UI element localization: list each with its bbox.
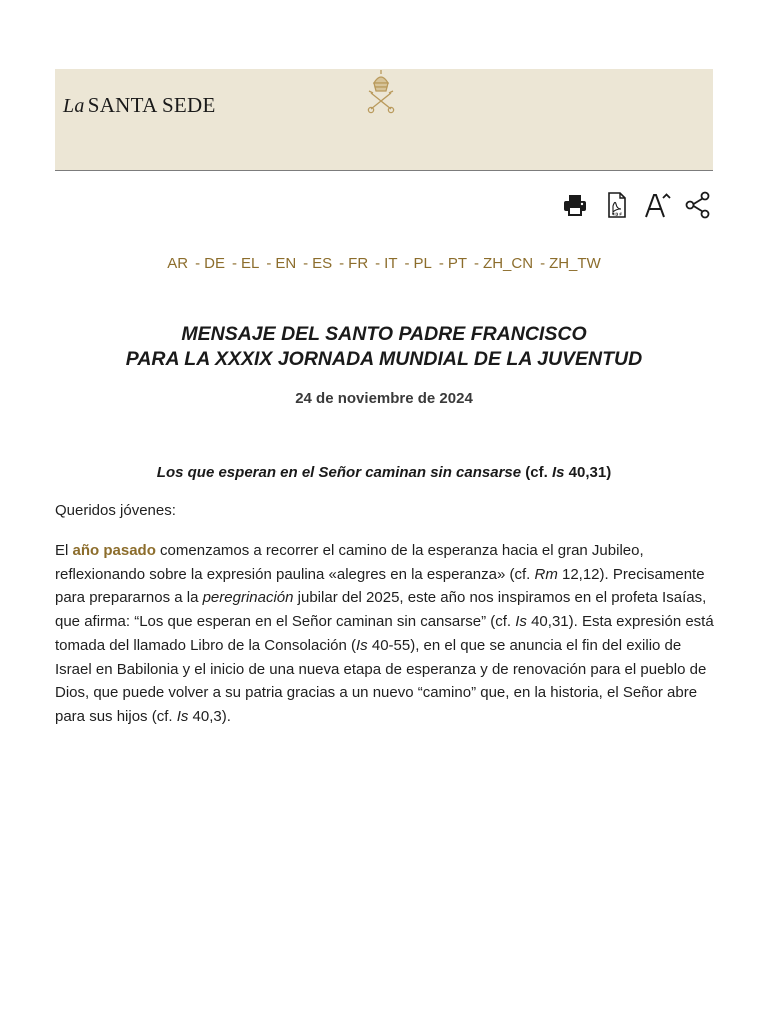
language-link-pl[interactable]: PL [413, 255, 432, 272]
language-link-pt[interactable]: PT [447, 255, 468, 272]
language-link-zh_tw[interactable]: ZH_TW [549, 255, 601, 272]
language-link-el[interactable]: EL [240, 255, 260, 272]
ano-pasado-link[interactable]: año pasado [72, 542, 156, 559]
language-separator: - [375, 255, 381, 272]
title-line-2: PARA LA XXXIX JORNADA MUNDIAL DE LA JUVENTUD [125, 348, 643, 370]
site-header [55, 69, 713, 171]
language-separator: - [474, 255, 480, 272]
document-date: 24 de noviembre de 2024 [295, 390, 473, 407]
logo-prefix: La [63, 95, 85, 117]
toolbar [556, 190, 716, 220]
language-link-fr[interactable]: FR [348, 255, 369, 272]
language-link-zh_cn[interactable]: ZH_CN [483, 255, 534, 272]
papal-keys-emblem-icon [363, 69, 399, 115]
document-subtitle [0, 464, 768, 481]
language-separator: - [404, 255, 410, 272]
font-size-icon[interactable] [642, 190, 672, 220]
document-title [0, 322, 768, 372]
language-link-en[interactable]: EN [275, 255, 297, 272]
subtitle-text: Los que esperan en el Señor caminan sin cansarse [156, 464, 522, 481]
subtitle-reference: (cf. Is 40,31) [521, 464, 612, 481]
greeting: Queridos jóvenes: [55, 502, 176, 519]
print-icon[interactable] [560, 190, 590, 220]
share-icon[interactable] [683, 190, 713, 220]
language-separator: - [195, 255, 201, 272]
language-link-ar[interactable]: AR [167, 255, 189, 272]
logo-text: SANTA SEDE [87, 93, 216, 117]
language-separator: - [339, 255, 345, 272]
language-separator: - [231, 255, 237, 272]
body-paragraph: El año pasado comenzamos a recorrer el camino de la esperanza hacia el gran Jubileo, reflexionando sobre la expresión paulina «alegres en la esperanza» (cf. Rm 12,12). Precisamente para prepararnos a la peregrinación jubilar del 2025, este año nos inspiramos en el profeta Isaías, que afirma: “Los que esperan en el Señor caminan sin cansarse” (cf. Is 40,31). Esta expresión está tomada del llamado Libro de la Consolación (Is 40-55), en el que se anuncia el fin del exilio de Israel en Babilonia y el inicio de una nueva etapa de esperanza y de renovación para el pueblo de Dios, que puede volver a su patria gracias a un nuevo “camino” que, en la historia, el Señor abre para sus hijos (cf. Is 40,3). [55, 542, 714, 725]
site-logo[interactable] [63, 93, 216, 118]
language-link-it[interactable]: IT [384, 255, 398, 272]
language-link-de[interactable]: DE [204, 255, 225, 272]
language-separator: - [540, 255, 546, 272]
language-separator: - [266, 255, 272, 272]
language-link-es[interactable]: ES [312, 255, 333, 272]
language-separator: - [438, 255, 444, 272]
language-separator: - [303, 255, 309, 272]
title-line-1: MENSAJE DEL SANTO PADRE FRANCISCO [181, 323, 587, 345]
pdf-icon[interactable] [601, 190, 631, 220]
language-selector [0, 255, 768, 272]
